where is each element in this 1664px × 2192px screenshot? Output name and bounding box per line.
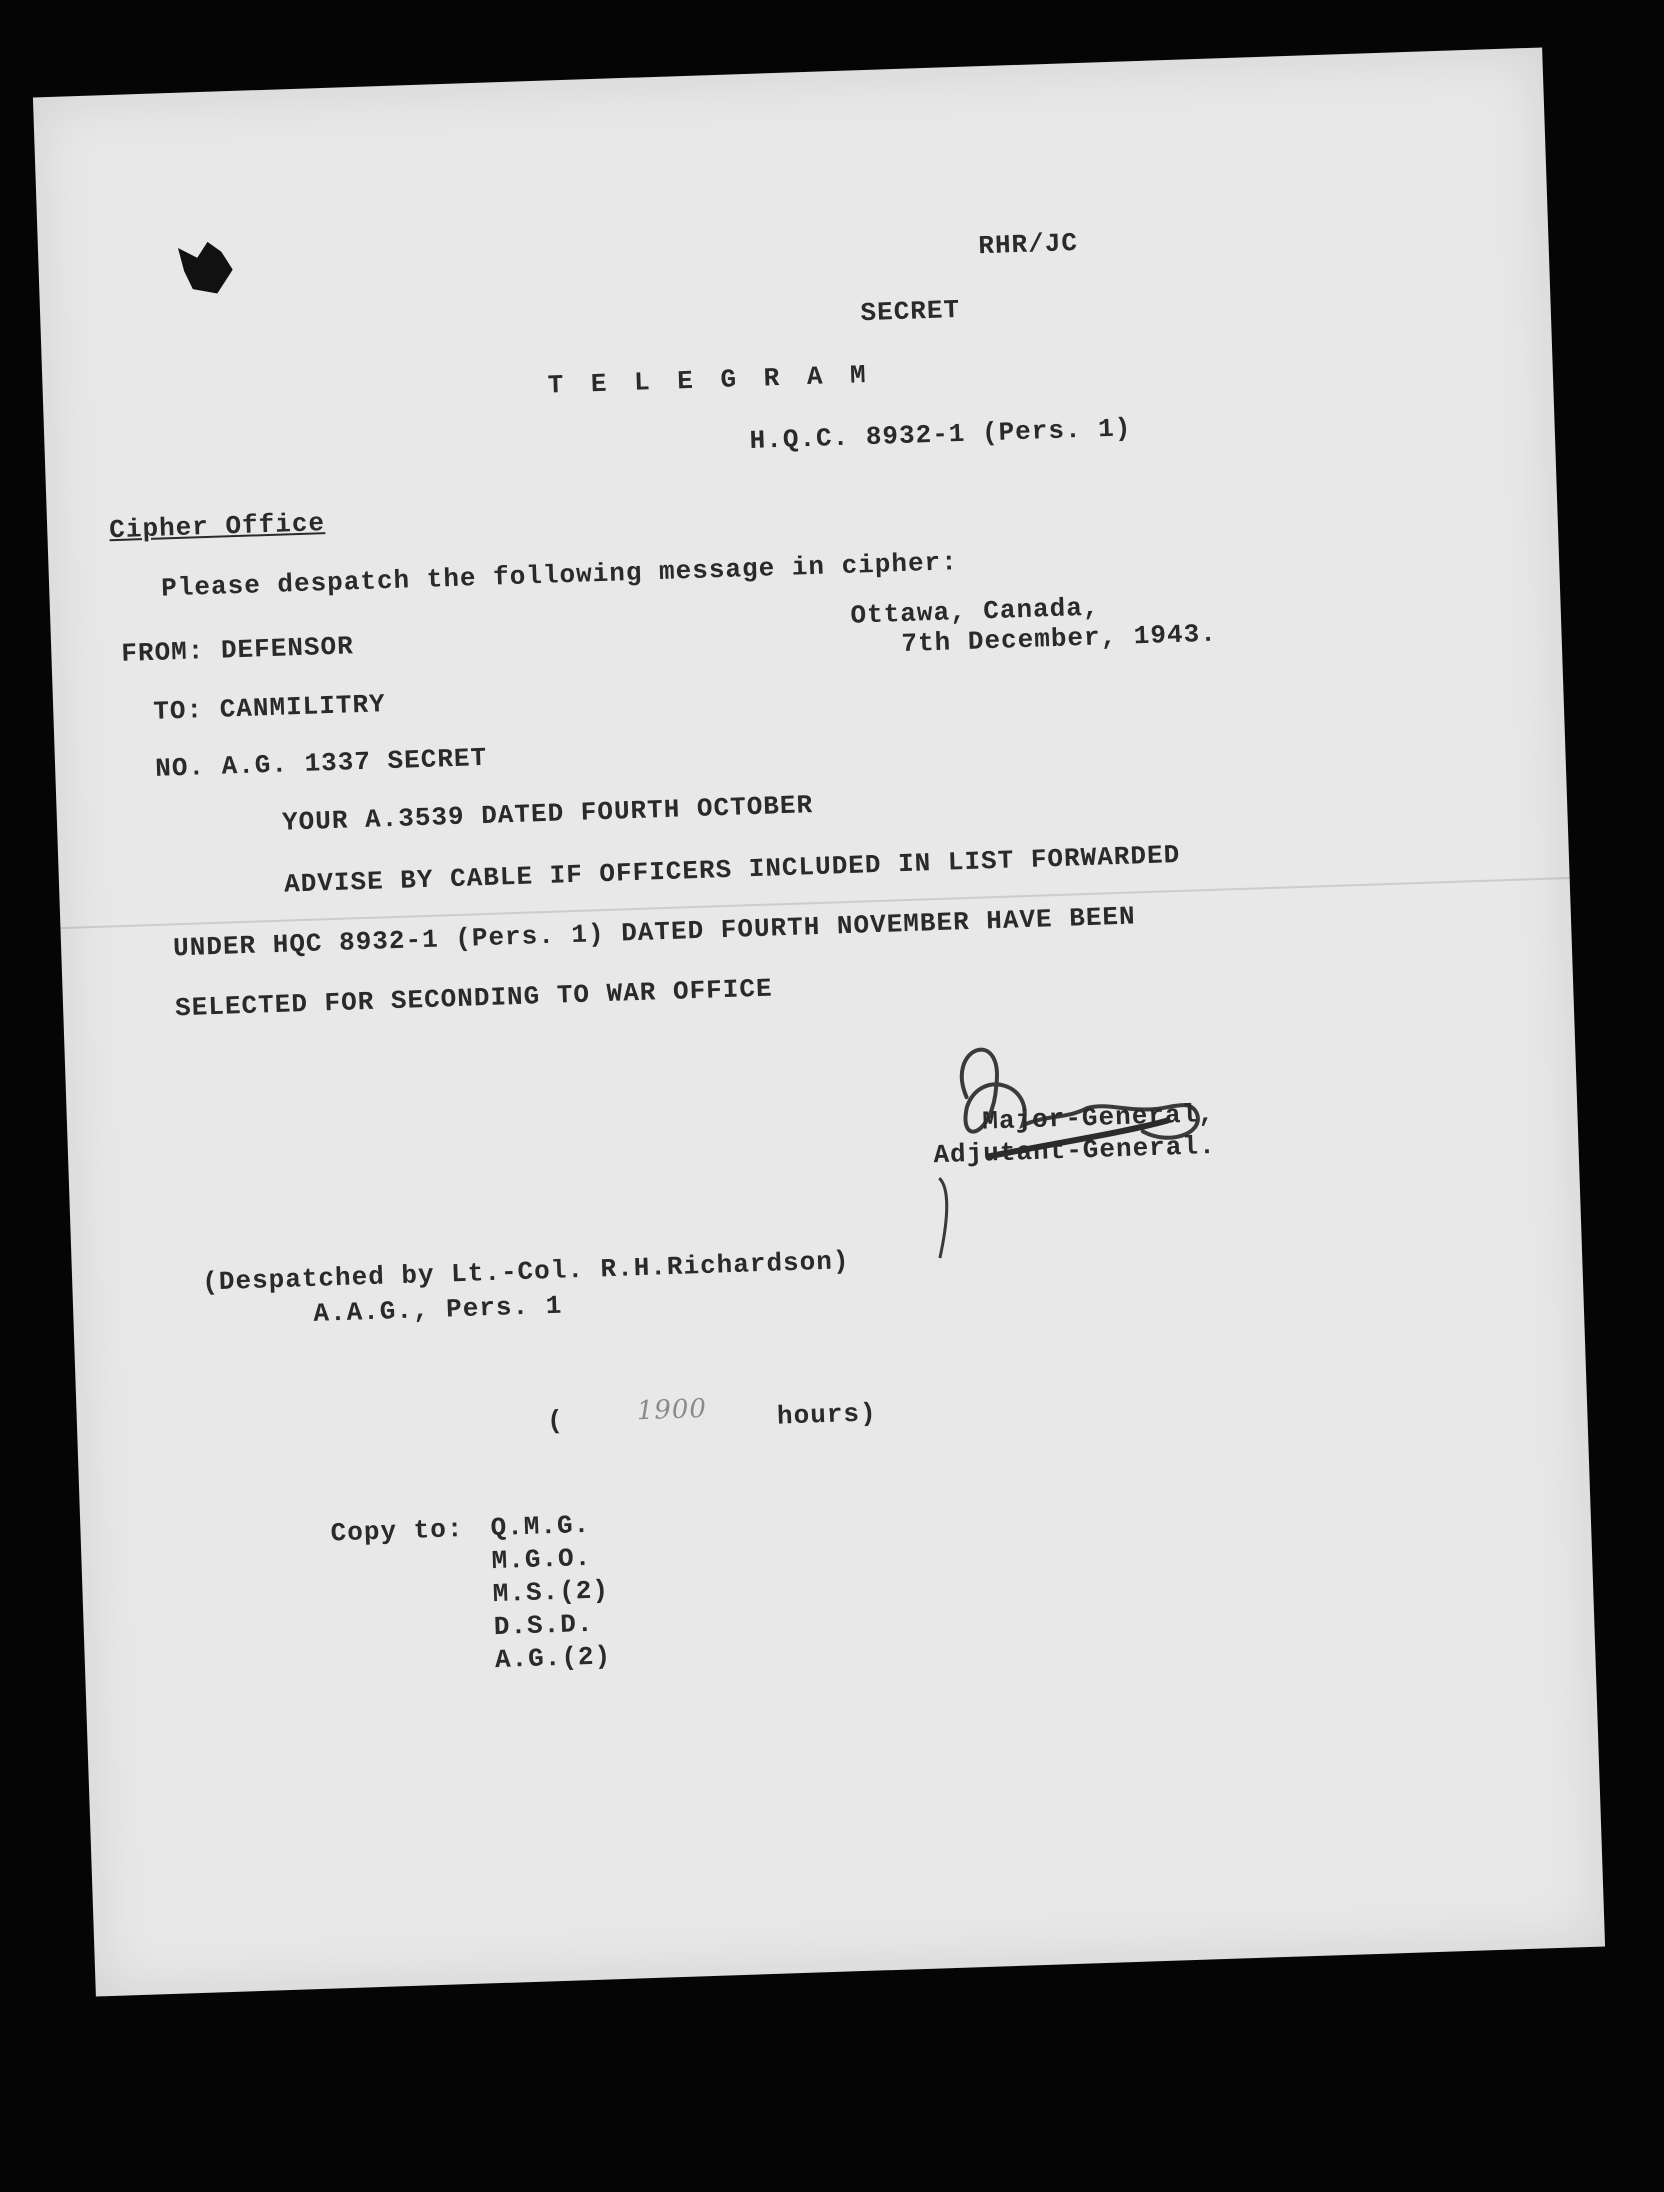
time-open-paren: ( bbox=[546, 1405, 565, 1437]
file-reference: H.Q.C. 8932-1 (Pers. 1) bbox=[749, 413, 1132, 456]
copy-item: M.S.(2) bbox=[492, 1575, 610, 1610]
time-hours: hours) bbox=[776, 1398, 878, 1432]
handwritten-time: 1900 bbox=[636, 1393, 708, 1427]
addressee: Cipher Office bbox=[108, 508, 326, 546]
classification: SECRET bbox=[860, 294, 961, 329]
ink-blot bbox=[178, 241, 234, 295]
from-line: FROM: DEFENSOR bbox=[120, 631, 355, 669]
message-line-1: YOUR A.3539 DATED FOURTH OCTOBER bbox=[281, 790, 814, 838]
copy-to-label: Copy to: bbox=[330, 1514, 464, 1549]
copy-item: M.G.O. bbox=[491, 1542, 592, 1577]
to-line: TO: CANMILITRY bbox=[152, 689, 387, 727]
number-line: NO. A.G. 1337 SECRET bbox=[154, 742, 488, 784]
document-page bbox=[33, 47, 1605, 1996]
signatory-rank: Major-General, bbox=[981, 1098, 1216, 1137]
despatch-line-2: A.A.G., Pers. 1 bbox=[312, 1290, 563, 1329]
copy-item: A.G.(2) bbox=[494, 1641, 612, 1676]
message-line-3: UNDER HQC 8932-1 (Pers. 1) DATED FOURTH NOVEMBER HAVE BEEN bbox=[172, 901, 1137, 964]
copy-item: D.S.D. bbox=[493, 1608, 594, 1643]
document-type: T E L E G R A M bbox=[547, 359, 873, 401]
copy-item: Q.M.G. bbox=[490, 1509, 591, 1544]
reference-initials: RHR/JC bbox=[977, 227, 1079, 262]
message-line-4: SELECTED FOR SECONDING TO WAR OFFICE bbox=[174, 973, 774, 1024]
date: 7th December, 1943. bbox=[901, 618, 1218, 660]
despatch-line-1: (Despatched by Lt.-Col. R.H.Richardson) bbox=[201, 1246, 850, 1298]
instruction: Please despatch the following message in cipher: bbox=[160, 547, 959, 604]
place: Ottawa, Canada, bbox=[850, 592, 1100, 631]
message-line-2: ADVISE BY CABLE IF OFFICERS INCLUDED IN LIST FORWARDED bbox=[283, 839, 1181, 900]
signatory-title: Adjutant-General. bbox=[932, 1130, 1217, 1171]
